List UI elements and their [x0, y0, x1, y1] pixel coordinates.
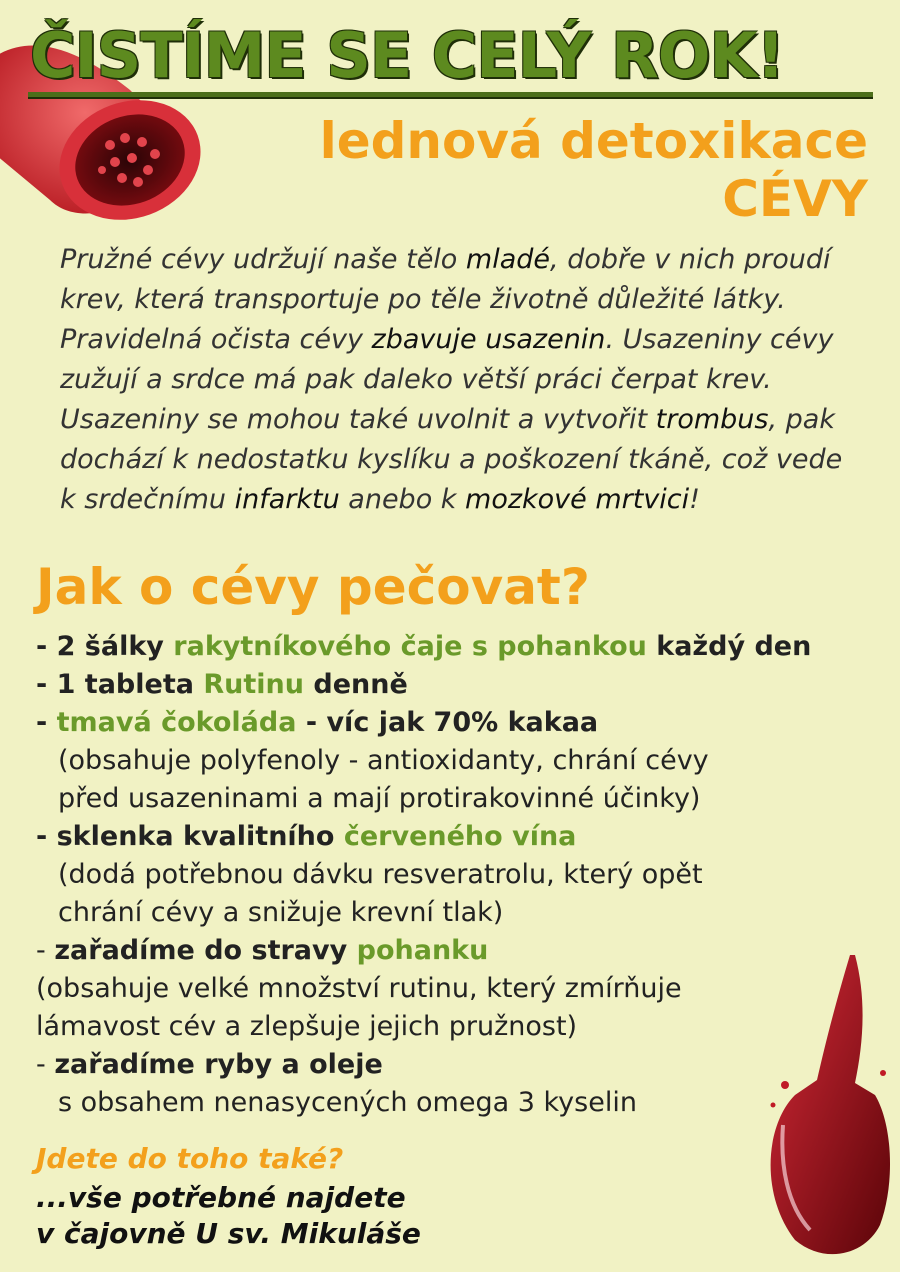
cta-text: [36, 1180, 421, 1252]
list-note: před usazeninami a mají protirakovinné účinky): [58, 783, 701, 814]
list-item: - 2 šálky rakytníkového čaje s pohankou každý den: [36, 631, 812, 662]
list-item: - 1 tableta Rutinu denně: [36, 669, 408, 700]
list-note: chrání cévy a snižuje krevní tlak): [58, 897, 504, 928]
title-underline: [28, 92, 873, 99]
cta-line-2: v čajovně U sv. Mikuláše: [36, 1217, 421, 1250]
keyword: trombus: [655, 404, 769, 435]
keyword: infarktu: [234, 484, 340, 515]
list-item: - tmavá čokoláda - víc jak 70% kakaa: [36, 707, 599, 738]
cta-line-1: ...vše potřebné najdete: [36, 1181, 406, 1214]
page-title: ČISTÍME SE CELÝ ROK!: [30, 19, 784, 92]
list-note: (obsahuje polyfenoly - antioxidanty, chrání cévy: [58, 745, 709, 776]
list-note: (dodá potřebnou dávku resveratrolu, který opět: [58, 859, 703, 890]
list-item: - zařadíme ryby a oleje: [36, 1049, 383, 1080]
keyword: mladé: [465, 244, 551, 275]
subtitle: [320, 112, 868, 228]
list-item: - sklenka kvalitního červeného vína: [36, 821, 577, 852]
cta-question: Jdete do toho také?: [36, 1142, 344, 1175]
keyword: zbavuje usazenin: [371, 324, 606, 355]
subtitle-line-2: CÉVY: [722, 170, 868, 228]
care-list: [36, 628, 876, 1122]
keyword: mozkové mrtvici: [465, 484, 690, 515]
list-note: (obsahuje velké množství rutinu, který zmírňuje: [36, 973, 682, 1004]
list-note: lámavost cév a zlepšuje jejich pružnost): [36, 1011, 578, 1042]
care-heading: Jak o cévy pečovat?: [36, 558, 590, 616]
intro-paragraph: Pružné cévy udržují naše tělo mladé, dobře v nich proudí krev, která transportuje po těle životně důležité látky. Pravidelná očista cévy zbavuje usazenin. Usazeniny cévy zužují a srdce má pak daleko větší práci čerpat krev. Usazeniny se mohou také uvolnit a vytvořit trombus, pak dochází k nedostatku kyslíku a poškození tkáně, což vede k srdečnímu infarktu anebo k mozkové mrtvici!: [60, 244, 843, 515]
list-note: s obsahem nenasycených omega 3 kyselin: [58, 1087, 637, 1118]
subtitle-line-1: lednová detoxikace: [319, 112, 868, 170]
list-item: - zařadíme do stravy pohanku: [36, 935, 489, 966]
